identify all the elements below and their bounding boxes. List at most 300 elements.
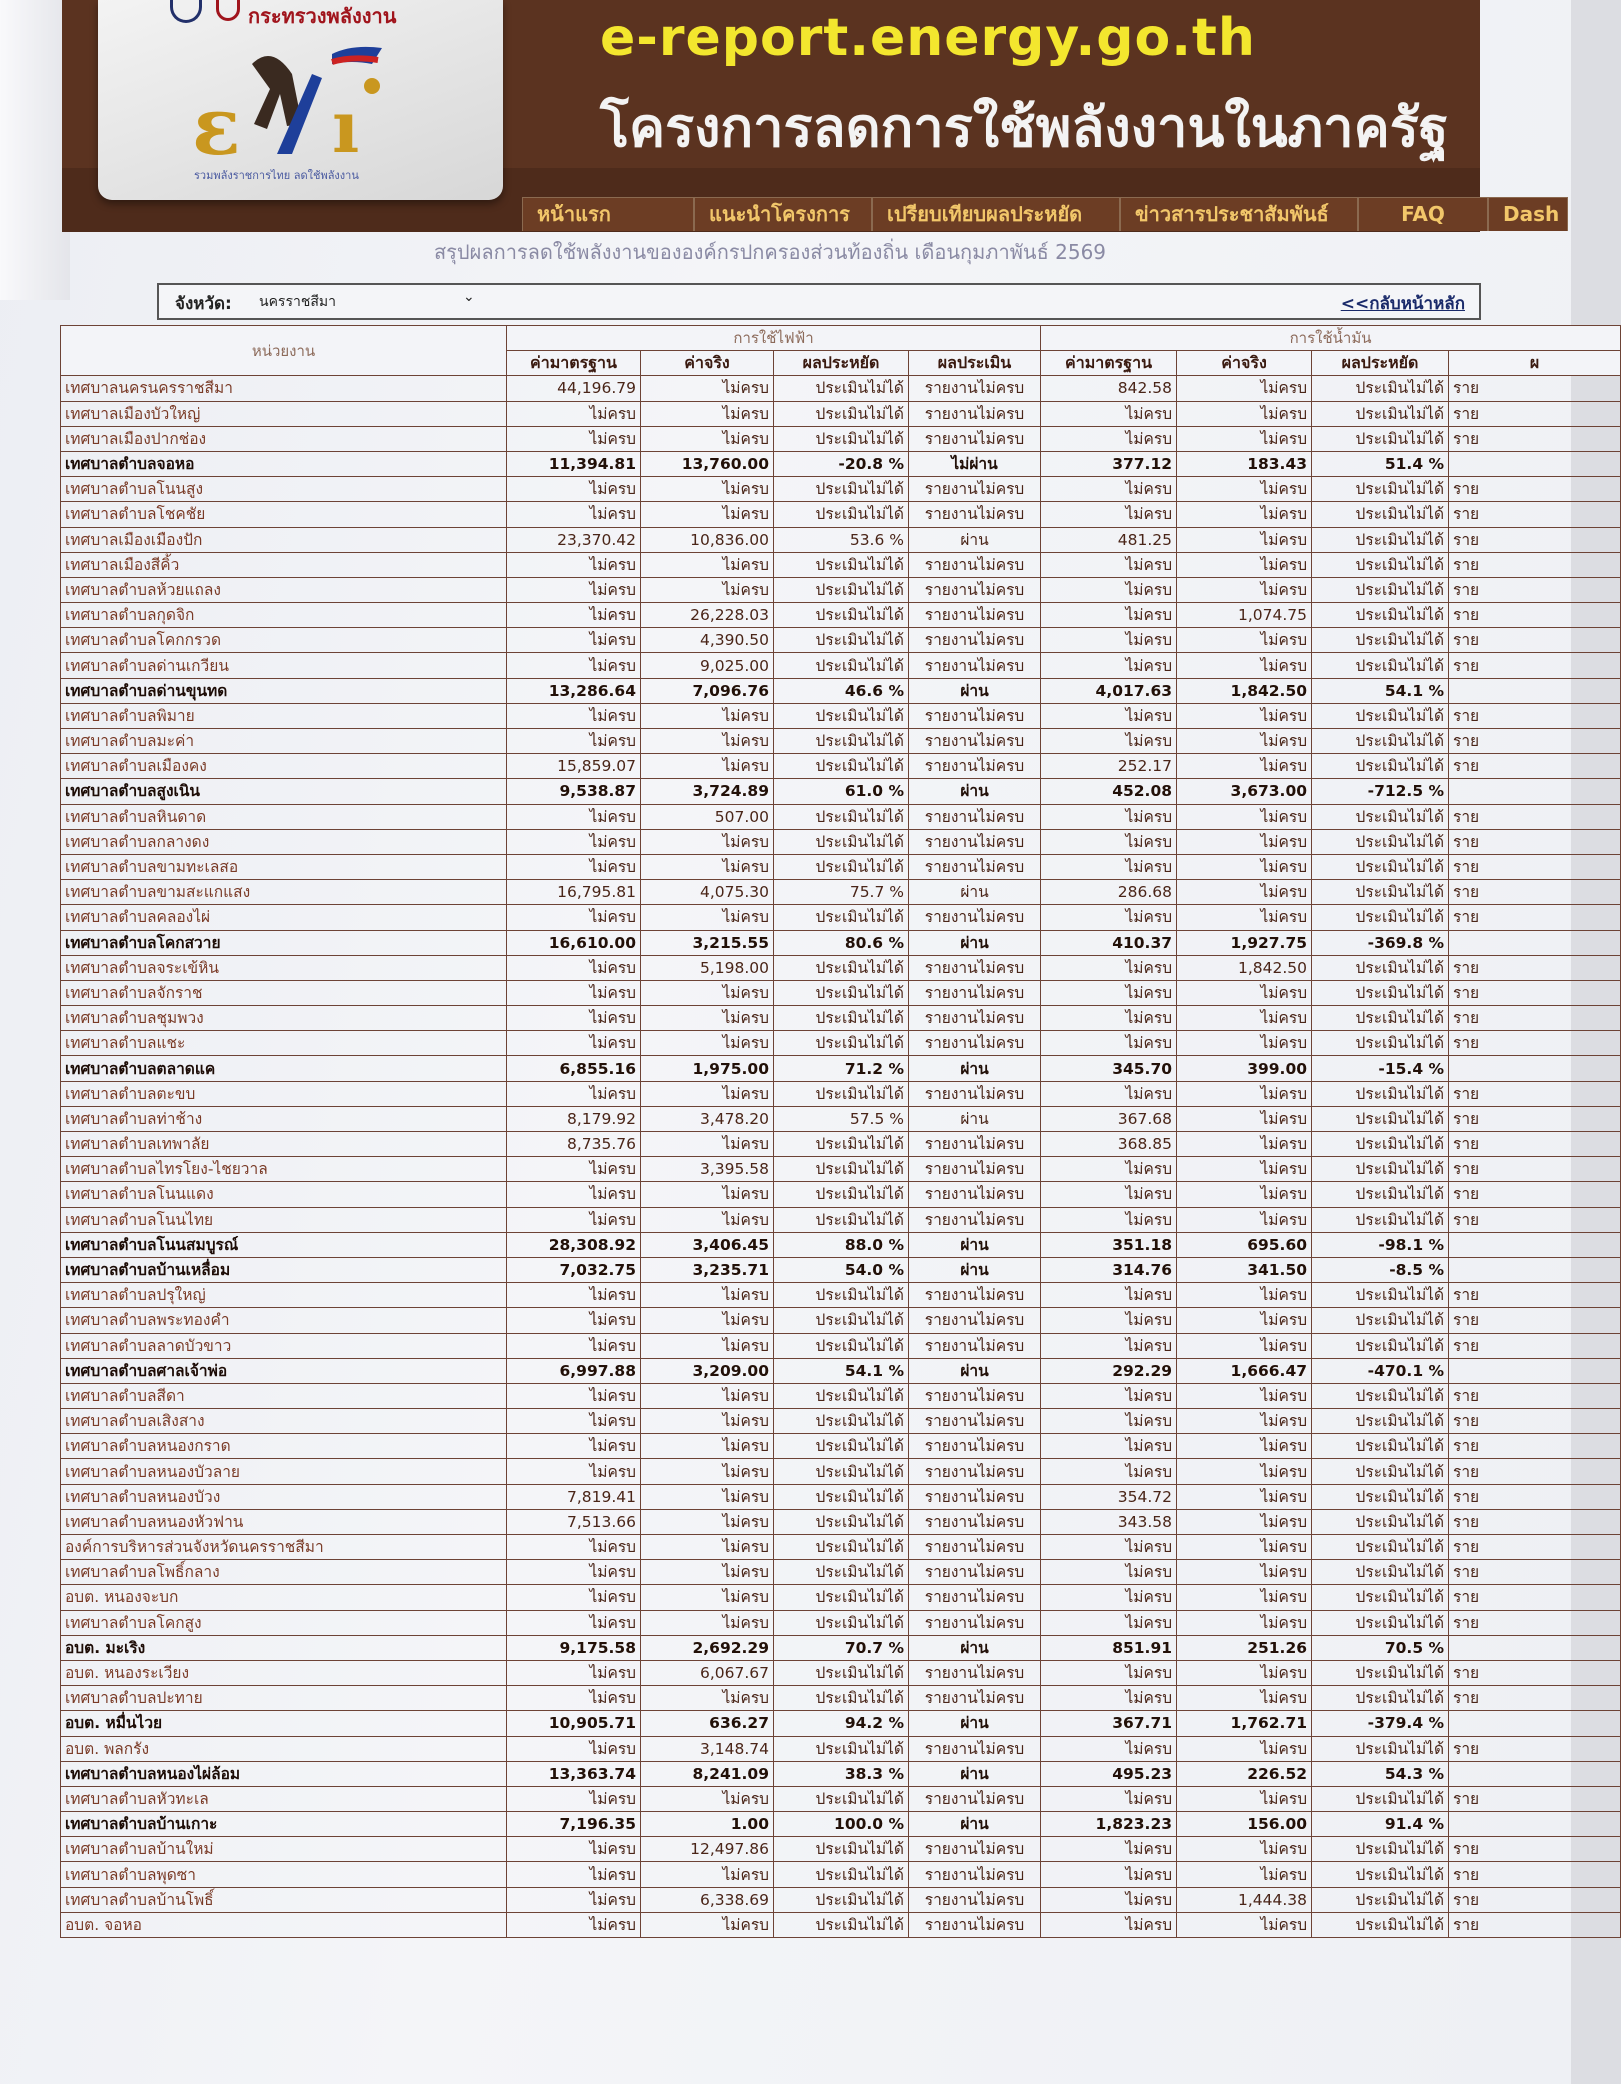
value-cell: 7,196.35	[507, 1812, 641, 1837]
value-cell: รายงานไม่ครบ	[909, 1837, 1041, 1862]
value-cell: ไม่ครบ	[641, 1031, 774, 1056]
value-cell: ไม่ครบ	[1177, 1207, 1312, 1232]
value-cell: รายงานไม่ครบ	[909, 1585, 1041, 1610]
value-cell: รายงานไม่ครบ	[909, 426, 1041, 451]
value-cell: ไม่ครบ	[507, 804, 641, 829]
nav-news[interactable]: ข่าวสารประชาสัมพันธ์	[1120, 197, 1358, 231]
value-cell: ไม่ครบ	[1041, 1459, 1177, 1484]
value-cell: ประเมินไม่ได้	[774, 1862, 909, 1887]
value-cell: รายงานไม่ครบ	[909, 1484, 1041, 1509]
value-cell: ประเมินไม่ได้	[774, 1560, 909, 1585]
value-cell: ราย	[1449, 1786, 1621, 1811]
value-cell: ไม่ครบ	[641, 729, 774, 754]
value-cell: ไม่ครบ	[641, 1862, 774, 1887]
value-cell: 156.00	[1177, 1812, 1312, 1837]
value-cell: ไม่ครบ	[1041, 577, 1177, 602]
value-cell: ราย	[1449, 1132, 1621, 1157]
value-cell: ไม่ครบ	[1177, 376, 1312, 401]
value-cell: ประเมินไม่ได้	[774, 1081, 909, 1106]
value-cell: ไม่ครบ	[507, 1283, 641, 1308]
value-cell: ราย	[1449, 1912, 1621, 1937]
value-cell: ประเมินไม่ได้	[1312, 1333, 1449, 1358]
value-cell: รายงานไม่ครบ	[909, 1006, 1041, 1031]
value-cell: ประเมินไม่ได้	[1312, 880, 1449, 905]
value-cell: 1,666.47	[1177, 1358, 1312, 1383]
value-cell: 26,228.03	[641, 603, 774, 628]
value-cell: 3,209.00	[641, 1358, 774, 1383]
value-cell: ไม่ครบ	[507, 603, 641, 628]
value-cell: ไม่ครบ	[641, 1283, 774, 1308]
chevron-down-icon: ⌄	[463, 289, 475, 305]
value-cell: ราย	[1449, 376, 1621, 401]
value-cell: ราย	[1449, 1383, 1621, 1408]
value-cell: 251.26	[1177, 1635, 1312, 1660]
site-title: โครงการลดการใช้พลังงานในภาครัฐ	[600, 98, 1449, 158]
unit-name-cell: เทศบาลตำบลหนองบัวง	[61, 1484, 507, 1509]
value-cell: ไม่ครบ	[507, 1560, 641, 1585]
value-cell: ประเมินไม่ได้	[1312, 1837, 1449, 1862]
value-cell: ประเมินไม่ได้	[774, 1610, 909, 1635]
value-cell: ไม่ครบ	[1041, 980, 1177, 1005]
value-cell: 495.23	[1041, 1761, 1177, 1786]
logo-panel[interactable]	[98, 0, 503, 200]
value-cell: 61.0 %	[774, 779, 909, 804]
value-cell: ประเมินไม่ได้	[774, 1686, 909, 1711]
unit-name-cell: เทศบาลตำบลหนองบัวลาย	[61, 1459, 507, 1484]
value-cell: ไม่ครบ	[1177, 1459, 1312, 1484]
value-cell	[1449, 1358, 1621, 1383]
value-cell: รายงานไม่ครบ	[909, 1459, 1041, 1484]
value-cell: 3,673.00	[1177, 779, 1312, 804]
value-cell: 13,760.00	[641, 451, 774, 476]
column-header: ค่ามาตรฐาน	[1041, 351, 1177, 376]
value-cell: 57.5 %	[774, 1106, 909, 1131]
unit-name-cell: เทศบาลตำบลไทรโยง-ไชยวาล	[61, 1157, 507, 1182]
unit-name-cell: เทศบาลตำบลโคกสวาย	[61, 930, 507, 955]
value-cell: ราย	[1449, 1837, 1621, 1862]
unit-name-cell: เทศบาลตำบลพระทองคำ	[61, 1308, 507, 1333]
value-cell: ไม่ครบ	[1041, 729, 1177, 754]
value-cell: ไม่ครบ	[507, 1031, 641, 1056]
value-cell: ราย	[1449, 426, 1621, 451]
value-cell: รายงานไม่ครบ	[909, 1660, 1041, 1685]
value-cell: ประเมินไม่ได้	[1312, 426, 1449, 451]
table-row	[61, 401, 1621, 426]
value-cell: ไม่ครบ	[1041, 653, 1177, 678]
value-cell: ราย	[1449, 1409, 1621, 1434]
value-cell	[1449, 779, 1621, 804]
value-cell: 1,842.50	[1177, 678, 1312, 703]
value-cell: ประเมินไม่ได้	[1312, 1786, 1449, 1811]
value-cell: ประเมินไม่ได้	[1312, 1207, 1449, 1232]
value-cell: ราย	[1449, 1660, 1621, 1685]
table-row	[61, 577, 1621, 602]
value-cell: ราย	[1449, 1207, 1621, 1232]
value-cell: ไม่ครบ	[1177, 1610, 1312, 1635]
unit-name-cell: เทศบาลตำบลโนนสูง	[61, 477, 507, 502]
value-cell	[1449, 1232, 1621, 1257]
value-cell: ไม่ครบ	[1041, 1535, 1177, 1560]
table-row	[61, 1560, 1621, 1585]
value-cell: ประเมินไม่ได้	[774, 703, 909, 728]
value-cell: รายงานไม่ครบ	[909, 502, 1041, 527]
value-cell: ประเมินไม่ได้	[774, 955, 909, 980]
value-cell: ประเมินไม่ได้	[1312, 1887, 1449, 1912]
unit-name-cell: เทศบาลตำบลโนนไทย	[61, 1207, 507, 1232]
unit-name-cell: เทศบาลตำบลแชะ	[61, 1031, 507, 1056]
value-cell: ราย	[1449, 1484, 1621, 1509]
value-cell: 367.68	[1041, 1106, 1177, 1131]
value-cell: ไม่ครบ	[507, 653, 641, 678]
value-cell: ประเมินไม่ได้	[774, 552, 909, 577]
seal-icon	[170, 0, 202, 23]
value-cell: 80.6 %	[774, 930, 909, 955]
value-cell: ประเมินไม่ได้	[774, 426, 909, 451]
value-cell: ประเมินไม่ได้	[774, 1660, 909, 1685]
table-row	[61, 1207, 1621, 1232]
value-cell: ประเมินไม่ได้	[1312, 1383, 1449, 1408]
nav-compare[interactable]: เปรียบเทียบผลประหยัด	[872, 197, 1120, 231]
value-cell: 71.2 %	[774, 1056, 909, 1081]
value-cell: 481.25	[1041, 527, 1177, 552]
value-cell: ประเมินไม่ได้	[1312, 955, 1449, 980]
value-cell: ไม่ครบ	[1177, 1283, 1312, 1308]
value-cell: ไม่ครบ	[507, 502, 641, 527]
nav-home[interactable]: หน้าแรก	[522, 197, 694, 231]
results-table	[60, 325, 1621, 1938]
value-cell: รายงานไม่ครบ	[909, 477, 1041, 502]
unit-name-cell: เทศบาลตำบลหนองหัวฟาน	[61, 1509, 507, 1534]
value-cell: ไม่ครบ	[507, 1610, 641, 1635]
value-cell: ไม่ครบ	[1177, 1535, 1312, 1560]
value-cell: 12,497.86	[641, 1837, 774, 1862]
value-cell: ไม่ครบ	[1041, 1207, 1177, 1232]
value-cell: ไม่ครบ	[1177, 729, 1312, 754]
unit-name-cell: อบต. หนองจะบก	[61, 1585, 507, 1610]
value-cell: ประเมินไม่ได้	[1312, 1660, 1449, 1685]
value-cell: ไม่ครบ	[641, 1006, 774, 1031]
table-row	[61, 1660, 1621, 1685]
value-cell: ประเมินไม่ได้	[1312, 1610, 1449, 1635]
value-cell: ราย	[1449, 1535, 1621, 1560]
value-cell: รายงานไม่ครบ	[909, 1182, 1041, 1207]
unit-name-cell: เทศบาลเมืองสีคิ้ว	[61, 552, 507, 577]
value-cell: ไม่ครบ	[1177, 477, 1312, 502]
table-row	[61, 729, 1621, 754]
value-cell: ประเมินไม่ได้	[774, 1837, 909, 1862]
table-row	[61, 1409, 1621, 1434]
value-cell: ประเมินไม่ได้	[1312, 1106, 1449, 1131]
table-row	[61, 502, 1621, 527]
value-cell: ราย	[1449, 880, 1621, 905]
value-cell: ประเมินไม่ได้	[774, 1157, 909, 1182]
value-cell: ราย	[1449, 1509, 1621, 1534]
value-cell: ไม่ครบ	[641, 401, 774, 426]
value-cell: 4,075.30	[641, 880, 774, 905]
table-row	[61, 1459, 1621, 1484]
value-cell: 3,406.45	[641, 1232, 774, 1257]
value-cell: ประเมินไม่ได้	[774, 754, 909, 779]
value-cell: 13,286.64	[507, 678, 641, 703]
value-cell: ไม่ครบ	[641, 1535, 774, 1560]
table-row	[61, 552, 1621, 577]
value-cell: ไม่ครบ	[1177, 1484, 1312, 1509]
value-cell: ประเมินไม่ได้	[774, 653, 909, 678]
unit-name-cell: เทศบาลตำบลโคกสูง	[61, 1610, 507, 1635]
value-cell: ไม่ครบ	[507, 905, 641, 930]
value-cell: ราย	[1449, 603, 1621, 628]
table-row	[61, 451, 1621, 476]
value-cell: 1,074.75	[1177, 603, 1312, 628]
value-cell: ราย	[1449, 653, 1621, 678]
table-row	[61, 1031, 1621, 1056]
unit-name-cell: เทศบาลตำบลจระเข้หิน	[61, 955, 507, 980]
value-cell: ไม่ครบ	[1177, 1660, 1312, 1685]
table-row	[61, 1434, 1621, 1459]
value-cell: 7,819.41	[507, 1484, 641, 1509]
value-cell: ไม่ครบ	[641, 980, 774, 1005]
unit-name-cell: เทศบาลเมืองบัวใหญ่	[61, 401, 507, 426]
value-cell: ไม่ครบ	[1041, 955, 1177, 980]
value-cell: 183.43	[1177, 451, 1312, 476]
value-cell: ไม่ครบ	[1041, 854, 1177, 879]
back-to-main-link[interactable]: <<กลับหน้าหลัก	[1340, 294, 1465, 314]
unit-name-cell: เทศบาลตำบลสูงเนิน	[61, 779, 507, 804]
table-row	[61, 980, 1621, 1005]
value-cell: ผ่าน	[909, 880, 1041, 905]
value-cell: ราย	[1449, 1006, 1621, 1031]
value-cell: ไม่ครบ	[507, 1157, 641, 1182]
value-cell: ไม่ครบ	[507, 1409, 641, 1434]
value-cell: ราย	[1449, 1434, 1621, 1459]
value-cell: 343.58	[1041, 1509, 1177, 1534]
value-cell: ไม่ครบ	[1177, 1308, 1312, 1333]
value-cell: 286.68	[1041, 880, 1177, 905]
unit-name-cell: อบต. พลกรัง	[61, 1736, 507, 1761]
value-cell: ราย	[1449, 1610, 1621, 1635]
table-row	[61, 1157, 1621, 1182]
unit-name-cell: เทศบาลตำบลตะขบ	[61, 1081, 507, 1106]
value-cell: ประเมินไม่ได้	[1312, 980, 1449, 1005]
unit-name-cell: เทศบาลตำบลหินดาด	[61, 804, 507, 829]
table-row	[61, 1132, 1621, 1157]
value-cell: ไม่ครบ	[641, 1333, 774, 1358]
province-select[interactable]	[259, 289, 539, 311]
value-cell: 100.0 %	[774, 1812, 909, 1837]
unit-name-cell: อบต. มะเริง	[61, 1635, 507, 1660]
value-cell: ประเมินไม่ได้	[774, 980, 909, 1005]
value-cell: ราย	[1449, 1308, 1621, 1333]
value-cell: ผ่าน	[909, 1106, 1041, 1131]
value-cell: ไม่ครบ	[507, 703, 641, 728]
nav-faq[interactable]: FAQ	[1358, 197, 1488, 231]
column-header: ค่าจริง	[1177, 351, 1312, 376]
value-cell: ไม่ครบ	[1177, 754, 1312, 779]
table-row	[61, 653, 1621, 678]
value-cell: ไม่ครบ	[507, 1006, 641, 1031]
main-nav	[522, 197, 1568, 232]
value-cell: ผ่าน	[909, 930, 1041, 955]
value-cell: 341.50	[1177, 1257, 1312, 1282]
value-cell: ราย	[1449, 1182, 1621, 1207]
value-cell: ประเมินไม่ได้	[774, 1736, 909, 1761]
value-cell: ไม่ครบ	[1041, 477, 1177, 502]
value-cell: ไม่ครบ	[641, 1409, 774, 1434]
unit-name-cell: เทศบาลตำบลกุดจิก	[61, 603, 507, 628]
value-cell: ผ่าน	[909, 1358, 1041, 1383]
value-cell: ไม่ครบ	[641, 829, 774, 854]
value-cell: ไม่ครบ	[507, 1333, 641, 1358]
value-cell: ราย	[1449, 1736, 1621, 1761]
value-cell: ราย	[1449, 854, 1621, 879]
table-row	[61, 1837, 1621, 1862]
value-cell: ไม่ครบ	[1177, 1106, 1312, 1131]
value-cell: ไม่ครบ	[1041, 829, 1177, 854]
value-cell: ไม่ครบ	[641, 1560, 774, 1585]
value-cell: 38.3 %	[774, 1761, 909, 1786]
value-cell: ผ่าน	[909, 527, 1041, 552]
value-cell: 8,735.76	[507, 1132, 641, 1157]
value-cell: 44,196.79	[507, 376, 641, 401]
value-cell: ประเมินไม่ได้	[1312, 401, 1449, 426]
nav-dashboard[interactable]: Dash	[1488, 197, 1568, 231]
value-cell: 4,390.50	[641, 628, 774, 653]
table-row	[61, 880, 1621, 905]
value-cell: ไม่ครบ	[1177, 653, 1312, 678]
value-cell: 1,975.00	[641, 1056, 774, 1081]
value-cell: ไม่ครบ	[1041, 1283, 1177, 1308]
value-cell: ไม่ครบ	[1177, 1132, 1312, 1157]
value-cell: ประเมินไม่ได้	[774, 1509, 909, 1534]
value-cell: ราย	[1449, 502, 1621, 527]
value-cell: ไม่ครบ	[1041, 426, 1177, 451]
table-row	[61, 1887, 1621, 1912]
value-cell: -8.5 %	[1312, 1257, 1449, 1282]
value-cell: ประเมินไม่ได้	[774, 628, 909, 653]
value-cell: ไม่ครบ	[507, 955, 641, 980]
value-cell: ราย	[1449, 1283, 1621, 1308]
value-cell: ไม่ครบ	[1177, 628, 1312, 653]
table-row	[61, 477, 1621, 502]
value-cell: ประเมินไม่ได้	[774, 1459, 909, 1484]
unit-name-cell: เทศบาลตำบลโนนสมบูรณ์	[61, 1232, 507, 1257]
value-cell: ประเมินไม่ได้	[774, 804, 909, 829]
value-cell: ไม่ครบ	[507, 1837, 641, 1862]
value-cell: ประเมินไม่ได้	[1312, 1686, 1449, 1711]
value-cell: 410.37	[1041, 930, 1177, 955]
value-cell: 292.29	[1041, 1358, 1177, 1383]
value-cell: ไม่ครบ	[641, 754, 774, 779]
value-cell: ผ่าน	[909, 779, 1041, 804]
value-cell: รายงานไม่ครบ	[909, 1509, 1041, 1534]
unit-name-cell: เทศบาลตำบลมะค่า	[61, 729, 507, 754]
value-cell: 3,478.20	[641, 1106, 774, 1131]
value-cell: รายงานไม่ครบ	[909, 1207, 1041, 1232]
value-cell: ไม่ครบ	[1177, 703, 1312, 728]
value-cell: ประเมินไม่ได้	[1312, 1006, 1449, 1031]
table-row	[61, 1711, 1621, 1736]
unit-name-cell: เทศบาลเมืองปากช่อง	[61, 426, 507, 451]
value-cell: ประเมินไม่ได้	[1312, 502, 1449, 527]
value-cell: 2,692.29	[641, 1635, 774, 1660]
value-cell: รายงานไม่ครบ	[909, 905, 1041, 930]
column-header: ค่าจริง	[641, 351, 774, 376]
value-cell: ราย	[1449, 1686, 1621, 1711]
value-cell: ไม่ครบ	[1177, 1585, 1312, 1610]
value-cell: 1.00	[641, 1812, 774, 1837]
value-cell: ไม่ครบ	[507, 1736, 641, 1761]
value-cell: 3,215.55	[641, 930, 774, 955]
table-row	[61, 1283, 1621, 1308]
value-cell: -98.1 %	[1312, 1232, 1449, 1257]
table-row	[61, 779, 1621, 804]
value-cell: รายงานไม่ครบ	[909, 1610, 1041, 1635]
value-cell: ไม่ครบ	[507, 1660, 641, 1685]
value-cell	[1449, 678, 1621, 703]
value-cell: ประเมินไม่ได้	[1312, 729, 1449, 754]
value-cell: ไม่ครบ	[641, 1686, 774, 1711]
value-cell	[1449, 1056, 1621, 1081]
value-cell: ประเมินไม่ได้	[774, 502, 909, 527]
table-row	[61, 1257, 1621, 1282]
svg-text:ı: ı	[332, 84, 360, 169]
value-cell: ไม่ครบ	[1177, 1434, 1312, 1459]
table-row	[61, 955, 1621, 980]
unit-name-cell: เทศบาลตำบลบ้านใหม่	[61, 1837, 507, 1862]
table-row	[61, 376, 1621, 401]
value-cell: ราย	[1449, 577, 1621, 602]
value-cell: 377.12	[1041, 451, 1177, 476]
value-cell: ราย	[1449, 1106, 1621, 1131]
value-cell: รายงานไม่ครบ	[909, 376, 1041, 401]
value-cell: ราย	[1449, 703, 1621, 728]
value-cell: ไม่ครบ	[507, 1535, 641, 1560]
value-cell: ไม่ครบ	[641, 1308, 774, 1333]
value-cell: ประเมินไม่ได้	[1312, 804, 1449, 829]
value-cell: ไม่ครบ	[1041, 603, 1177, 628]
unit-name-cell: เทศบาลตำบลปรุใหญ่	[61, 1283, 507, 1308]
value-cell: รายงานไม่ครบ	[909, 1434, 1041, 1459]
value-cell	[1449, 930, 1621, 955]
value-cell: ประเมินไม่ได้	[774, 401, 909, 426]
value-cell: 88.0 %	[774, 1232, 909, 1257]
nav-about[interactable]: แนะนำโครงการ	[694, 197, 872, 231]
province-value: นครราชสีมา	[259, 294, 336, 310]
table-row	[61, 1761, 1621, 1786]
table-row	[61, 1308, 1621, 1333]
value-cell: ประเมินไม่ได้	[774, 1182, 909, 1207]
province-label: จังหวัด:	[175, 294, 232, 314]
value-cell: ไม่ครบ	[507, 1686, 641, 1711]
unit-name-cell: เทศบาลตำบลศาลเจ้าพ่อ	[61, 1358, 507, 1383]
unit-name-cell: เทศบาลนครนครราชสีมา	[61, 376, 507, 401]
unit-name-cell: เทศบาลตำบลขามทะเลสอ	[61, 854, 507, 879]
value-cell: ผ่าน	[909, 1812, 1041, 1837]
value-cell: ไม่ครบ	[1177, 1031, 1312, 1056]
value-cell: 7,032.75	[507, 1257, 641, 1282]
value-cell: ไม่ครบ	[1041, 1157, 1177, 1182]
table-row	[61, 1585, 1621, 1610]
value-cell: 842.58	[1041, 376, 1177, 401]
unit-name-cell: เทศบาลตำบลพุดซา	[61, 1862, 507, 1887]
value-cell: 345.70	[1041, 1056, 1177, 1081]
value-cell: ไม่ครบ	[507, 1585, 641, 1610]
value-cell: รายงานไม่ครบ	[909, 1786, 1041, 1811]
table-row	[61, 1509, 1621, 1534]
value-cell: ไม่ครบ	[641, 1509, 774, 1534]
table-row	[61, 1862, 1621, 1887]
unit-name-cell: เทศบาลตำบลจักราช	[61, 980, 507, 1005]
